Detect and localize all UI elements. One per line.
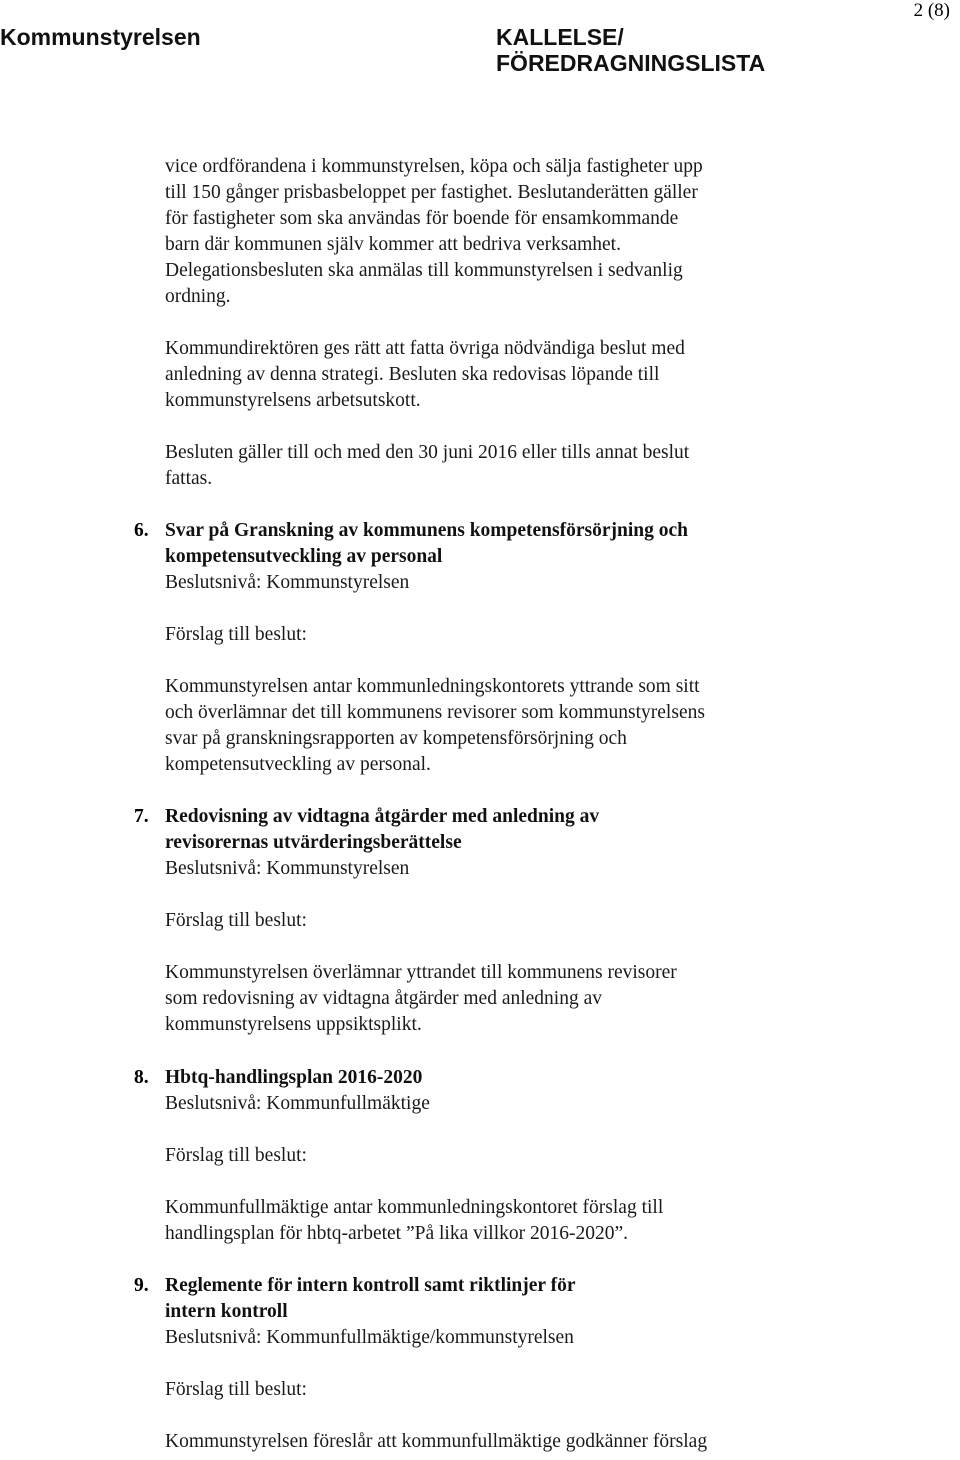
proposal-label: Förslag till beslut: xyxy=(165,1145,307,1166)
text-line: ordning. xyxy=(165,286,231,307)
agenda-item-number: 9. xyxy=(134,1275,149,1296)
agenda-item-title: Reglemente för intern kontroll samt riktlinjer för xyxy=(165,1275,576,1296)
proposal-text: Kommunstyrelsen antar kommunledningskontorets yttrande som sitt xyxy=(165,676,700,697)
agenda-item-title: revisorernas utvärderingsberättelse xyxy=(165,832,462,853)
document-type-line1: KALLELSE/ xyxy=(496,24,624,50)
organization-name: Kommunstyrelsen xyxy=(0,24,201,50)
proposal-label: Förslag till beslut: xyxy=(165,624,307,645)
agenda-item-title: Svar på Granskning av kommunens kompetensförsörjning och xyxy=(165,520,688,541)
document-type-line2: FÖREDRAGNINGSLISTA xyxy=(496,50,766,76)
agenda-item-title: intern kontroll xyxy=(165,1301,288,1322)
proposal-text: och överlämnar det till kommunens revisorer som kommunstyrelsens xyxy=(165,702,705,723)
text-line: vice ordförandena i kommunstyrelsen, köpa och sälja fastigheter upp xyxy=(165,156,703,177)
text-line: barn där kommunen själv kommer att bedriva verksamhet. xyxy=(165,234,621,255)
proposal-label: Förslag till beslut: xyxy=(165,910,307,931)
proposal-label: Förslag till beslut: xyxy=(165,1379,307,1400)
page-number: 2 (8) xyxy=(913,0,950,21)
text-line: kommunstyrelsens arbetsutskott. xyxy=(165,390,421,411)
text-line: fattas. xyxy=(165,468,213,489)
text-line: anledning av denna strategi. Besluten ska redovisas löpande till xyxy=(165,364,660,385)
decision-level: Beslutsnivå: Kommunfullmäktige xyxy=(165,1093,430,1114)
proposal-text: Kommunfullmäktige antar kommunledningskontoret förslag till xyxy=(165,1197,664,1218)
decision-level: Beslutsnivå: Kommunstyrelsen xyxy=(165,858,410,879)
agenda-item-title: kompetensutveckling av personal xyxy=(165,546,443,567)
decision-level: Beslutsnivå: Kommunfullmäktige/kommunstyrelsen xyxy=(165,1327,574,1348)
text-line: för fastigheter som ska användas för boende för ensamkommande xyxy=(165,208,679,229)
agenda-item-number: 6. xyxy=(134,520,149,541)
text-line: Delegationsbesluten ska anmälas till kommunstyrelsen i sedvanlig xyxy=(165,260,683,281)
decision-level: Beslutsnivå: Kommunstyrelsen xyxy=(165,572,410,593)
agenda-item-title: Redovisning av vidtagna åtgärder med anledning av xyxy=(165,806,600,827)
agenda-item-title: Hbtq-handlingsplan 2016-2020 xyxy=(165,1067,423,1088)
proposal-text: kommunstyrelsens uppsiktsplikt. xyxy=(165,1014,422,1035)
text-line: till 150 gånger prisbasbeloppet per fastighet. Beslutanderätten gäller xyxy=(165,182,698,203)
agenda-item-number: 7. xyxy=(134,806,149,827)
proposal-text: Kommunstyrelsen överlämnar yttrandet till kommunens revisorer xyxy=(165,962,677,983)
proposal-text: kompetensutveckling av personal. xyxy=(165,754,431,775)
proposal-text: svar på granskningsrapporten av kompetensförsörjning och xyxy=(165,728,627,749)
proposal-text: handlingsplan för hbtq-arbetet ”På lika villkor 2016-2020”. xyxy=(165,1223,629,1244)
agenda-item-number: 8. xyxy=(134,1067,149,1088)
proposal-text: Kommunstyrelsen föreslår att kommunfullmäktige godkänner förslag xyxy=(165,1431,708,1452)
proposal-text: som redovisning av vidtagna åtgärder med anledning av xyxy=(165,988,602,1009)
text-line: Kommundirektören ges rätt att fatta övriga nödvändiga beslut med xyxy=(165,338,685,359)
text-line: Besluten gäller till och med den 30 juni 2016 eller tills annat beslut xyxy=(165,442,690,463)
